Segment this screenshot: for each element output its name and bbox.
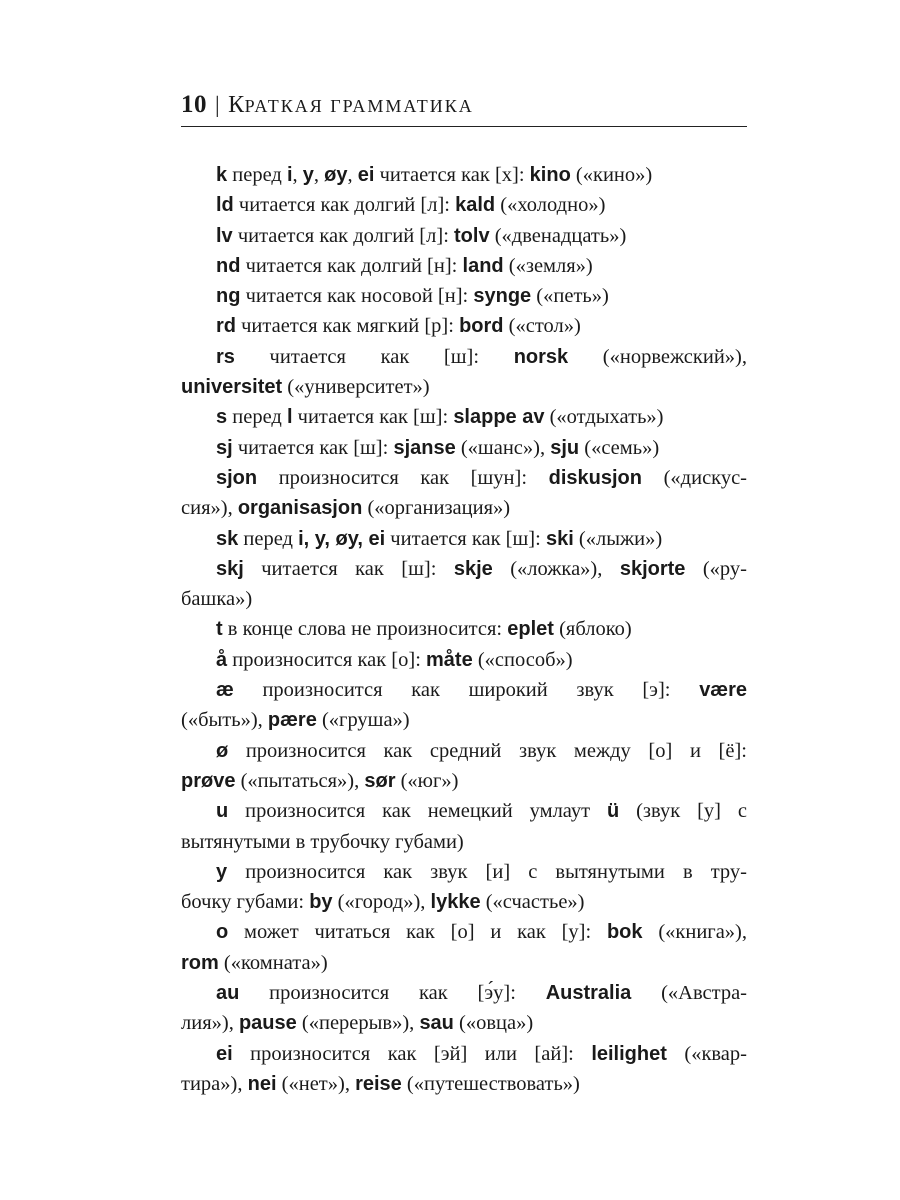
text-run: («семь») [579,436,660,459]
norwegian-term: o [216,921,229,944]
norwegian-term: prøve [181,769,236,792]
text-run: читается как долгий [л]: [233,194,456,217]
text-line [181,675,747,705]
text-run: лия»), [181,1012,239,1035]
text-run: , [292,164,303,186]
text-run: («ложка»), [492,557,620,580]
text-run: (яблоко) [553,618,632,641]
norwegian-term: sj [216,436,233,459]
text-run: произносится как немецкий умлаут [228,800,607,823]
norwegian-term: norsk [513,345,569,368]
text-run: читается как [ш]: [243,557,454,580]
header-rule [181,126,747,127]
norwegian-term: sør [364,769,396,792]
text-run: читается как долгий [н]: [240,254,463,277]
text-run: может читаться как [о] и как [у]: [228,921,607,944]
text-run: читается как [ш]: [234,345,514,368]
text-line [181,221,747,251]
text-run: читается как [ш]: [292,406,454,429]
text-line [181,190,747,220]
page-number: 10 [181,91,207,118]
norwegian-term: ei [216,1042,233,1065]
text-line [181,978,747,1008]
text-run: («быть»), [181,709,268,732]
header-separator: | [215,92,221,117]
text-run: произносится как средний звук между [о] и [ё]: [228,739,747,762]
text-run: вытянутыми в трубочку губами) [181,830,464,853]
text-run: («Австра- [631,982,747,1005]
norwegian-term: skjorte [619,557,686,580]
norwegian-term: ng [216,285,241,308]
text-line [181,1039,747,1069]
text-line [181,705,747,735]
text-run: читается как мягкий [р]: [236,315,460,338]
text-line [181,766,747,796]
norwegian-term: eplet [507,618,554,641]
page-body [181,160,747,1099]
text-line [181,281,747,311]
norwegian-term: lykke [430,891,481,914]
text-line [181,796,747,826]
norwegian-term: nei [247,1072,277,1095]
text-line [181,524,747,554]
text-run: («нет»), [276,1072,356,1095]
text-run: читается как [ш]: [232,436,394,459]
text-run: перед [227,406,287,429]
text-run: в конце слова не произносится: [222,618,508,641]
text-run: читается как долгий [л]: [232,224,455,247]
norwegian-term: sk [216,527,239,550]
norwegian-term: tolv [454,224,490,247]
norwegian-term: rd [216,315,236,338]
text-run: («овца») [453,1012,534,1035]
norwegian-term: skje [453,557,493,580]
norwegian-term: skj [216,557,244,580]
text-line [181,493,747,523]
norwegian-term: ü [606,800,620,823]
text-run: («книга»), [642,921,747,944]
text-run: , [347,164,358,186]
text-run: тира»), [181,1072,248,1095]
norwegian-term: y [216,860,228,883]
norwegian-term: ei [357,164,375,186]
text-run: произносится как звук [и] с вытянутыми в тру- [227,860,747,883]
text-run: («ру- [685,557,747,580]
norwegian-term: være [699,679,747,702]
norwegian-term: pause [238,1012,297,1035]
text-run: («университет») [282,376,430,399]
text-run: («счастье») [480,891,585,914]
norwegian-term: kald [455,194,496,217]
text-run: («земля») [503,254,593,277]
text-line [181,433,747,463]
norwegian-term: universitet [181,376,283,399]
text-line [181,372,747,402]
norwegian-term: land [462,254,504,277]
text-line [181,554,747,584]
norwegian-term: øy [324,164,348,186]
norwegian-term: i [286,164,293,186]
text-run: читается как [х]: [374,164,530,186]
text-run: бочку губами: [181,891,310,914]
text-run: перед [238,527,299,550]
text-line [181,827,747,857]
text-run: («город»), [332,891,431,914]
norwegian-term: leilighet [591,1042,667,1065]
norwegian-term: ø [216,739,229,762]
text-run: произносится как [о]: [227,648,427,671]
text-line [181,736,747,766]
text-run: читается как [ш]: [385,527,546,550]
norwegian-term: u [216,800,229,823]
text-run: («квар- [666,1042,747,1065]
text-run: («петь») [531,285,609,308]
text-run: произносится как широкий звук [э]: [233,679,700,702]
text-line [181,614,747,644]
text-run: («отдыхать») [544,406,664,429]
text-line [181,1008,747,1038]
norwegian-term: Australia [545,982,632,1005]
text-run: («холодно») [495,194,606,217]
norwegian-term: y [302,164,314,186]
norwegian-term: by [309,891,333,914]
text-line [181,948,747,978]
text-run: сия»), [181,497,238,520]
text-run: («комната») [218,951,328,974]
text-run: , [313,164,325,186]
norwegian-term: t [216,618,223,641]
norwegian-term: kino [529,164,571,186]
norwegian-term: slappe av [453,406,545,429]
text-line [181,1069,747,1099]
norwegian-term: lv [216,224,233,247]
norwegian-term: rs [216,345,235,368]
text-run: («груша») [316,709,410,732]
text-line [181,463,747,493]
text-run: («юг») [395,769,459,792]
text-run: произносится как [эй] или [ай]: [232,1042,592,1065]
text-line [181,857,747,887]
text-run: перед [227,164,287,186]
text-run: читается как носовой [н]: [240,285,474,308]
text-run: произносится как [шун]: [257,466,549,489]
norwegian-term: l [286,406,293,429]
text-line [181,160,747,190]
norwegian-term: bok [606,921,643,944]
section-title-initial: К [228,92,245,118]
text-line [181,402,747,432]
norwegian-term: reise [355,1072,402,1095]
text-run: («перерыв»), [296,1012,420,1035]
text-line [181,311,747,341]
header-text [181,88,747,123]
norwegian-term: æ [216,679,234,702]
norwegian-term: ski [545,527,574,550]
norwegian-term: i, y, øy, ei [298,527,386,550]
text-run: («лыжи») [573,527,663,550]
text-line [181,917,747,947]
norwegian-term: sjanse [393,436,456,459]
text-line [181,887,747,917]
text-run: («стол») [503,315,581,338]
text-line [181,645,747,675]
norwegian-term: måte [426,648,473,671]
norwegian-term: diskusjon [548,466,642,489]
text-run: произносится как [э́у]: [239,982,546,1005]
text-line [181,584,747,614]
text-line [181,251,747,281]
text-run: («дискус- [642,466,747,489]
norwegian-term: organisasjon [237,497,363,520]
norwegian-term: s [216,406,228,429]
text-run: («двенадцать») [489,224,627,247]
section-title-rest: РАТКАЯ ГРАММАТИКА [244,96,474,116]
norwegian-term: rom [181,951,219,974]
norwegian-term: au [216,982,240,1005]
text-line [181,342,747,372]
text-run: («пытаться»), [235,769,365,792]
text-run: башка») [181,588,253,611]
running-header [181,88,747,127]
norwegian-term: nd [216,254,241,277]
text-run: («шанс»), [455,436,551,459]
text-run: («способ») [472,648,573,671]
norwegian-term: å [216,648,228,671]
text-run: («кино») [570,164,653,186]
norwegian-term: sju [550,436,580,459]
text-run: («норвежский»), [568,345,747,368]
text-run: (звук [у] с [619,800,747,823]
norwegian-term: pære [267,709,317,732]
norwegian-term: synge [473,285,532,308]
norwegian-term: sau [419,1012,454,1035]
norwegian-term: ld [216,194,234,217]
norwegian-term: bord [459,315,504,338]
norwegian-term: sjon [216,466,258,489]
norwegian-term: k [216,164,228,186]
text-run: («организация») [362,497,511,520]
text-run: («путешествовать») [401,1072,580,1095]
